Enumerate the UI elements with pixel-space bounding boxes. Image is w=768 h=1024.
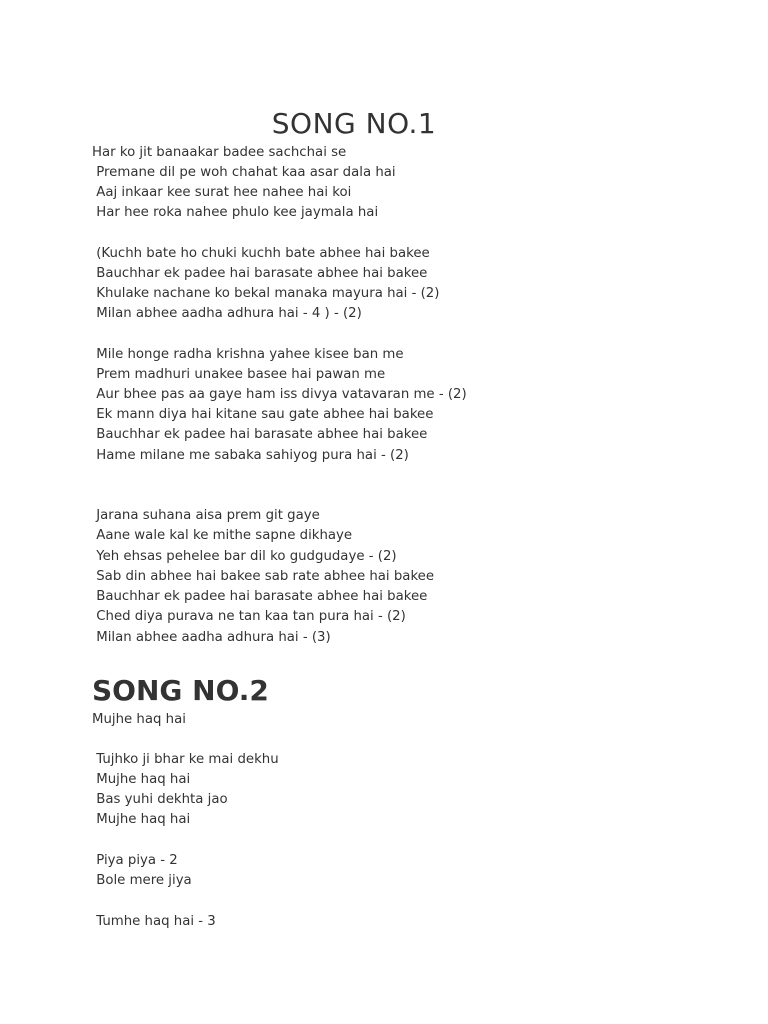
lyric-line: Bauchhar ek padee hai barasate abhee hai bakee bbox=[92, 427, 428, 442]
lyric-line: Mujhe haq hai bbox=[92, 712, 186, 727]
lyric-line: Bas yuhi dekhta jao bbox=[92, 792, 228, 807]
lyric-line: Jarana suhana aisa prem git gaye bbox=[92, 508, 320, 523]
lyric-line: Aaj inkaar kee surat hee nahee hai koi bbox=[92, 185, 352, 200]
lyric-line: Bole mere jiya bbox=[92, 873, 192, 888]
lyric-line: Milan abhee aadha adhura hai - (3) bbox=[92, 630, 331, 645]
song2-title: SONG NO.2 bbox=[92, 674, 269, 707]
lyric-line: Yeh ehsas pehelee bar dil ko gudgudaye - (2) bbox=[92, 549, 397, 564]
lyric-line: Premane dil pe woh chahat kaa asar dala hai bbox=[92, 165, 396, 180]
lyric-line: Ched diya purava ne tan kaa tan pura hai - (2) bbox=[92, 609, 406, 624]
lyric-line: Aur bhee pas aa gaye ham iss divya vatavaran me - (2) bbox=[92, 387, 467, 402]
lyric-line: Hame milane me sabaka sahiyog pura hai - (2) bbox=[92, 448, 409, 463]
lyric-line: Milan abhee aadha adhura hai - 4 ) - (2) bbox=[92, 306, 362, 321]
lyric-line: Piya piya - 2 bbox=[92, 853, 178, 868]
lyric-line: Ek mann diya hai kitane sau gate abhee hai bakee bbox=[92, 407, 434, 422]
lyric-line: Bauchhar ek padee hai barasate abhee hai bakee bbox=[92, 589, 428, 604]
lyric-line: Sab din abhee hai bakee sab rate abhee hai bakee bbox=[92, 569, 435, 584]
lyric-line: Mujhe haq hai bbox=[92, 772, 191, 787]
lyric-line: Mujhe haq hai bbox=[92, 812, 191, 827]
lyric-line: Har hee roka nahee phulo kee jaymala hai bbox=[92, 205, 379, 220]
lyric-line: Tumhe haq hai - 3 bbox=[92, 914, 216, 929]
lyric-line: Tujhko ji bhar ke mai dekhu bbox=[92, 752, 279, 767]
lyric-line: Mile honge radha krishna yahee kisee ban me bbox=[92, 347, 404, 362]
lyric-line: Khulake nachane ko bekal manaka mayura hai - (2) bbox=[92, 286, 440, 301]
lyric-line: (Kuchh bate ho chuki kuchh bate abhee hai bakee bbox=[92, 246, 430, 261]
song1-title: SONG NO.1 bbox=[271, 107, 437, 140]
lyric-line: Aane wale kal ke mithe sapne dikhaye bbox=[92, 528, 353, 543]
lyric-line: Har ko jit banaakar badee sachchai se bbox=[92, 145, 347, 160]
lyric-line: Bauchhar ek padee hai barasate abhee hai bakee bbox=[92, 266, 428, 281]
lyric-line: Prem madhuri unakee basee hai pawan me bbox=[92, 367, 386, 382]
